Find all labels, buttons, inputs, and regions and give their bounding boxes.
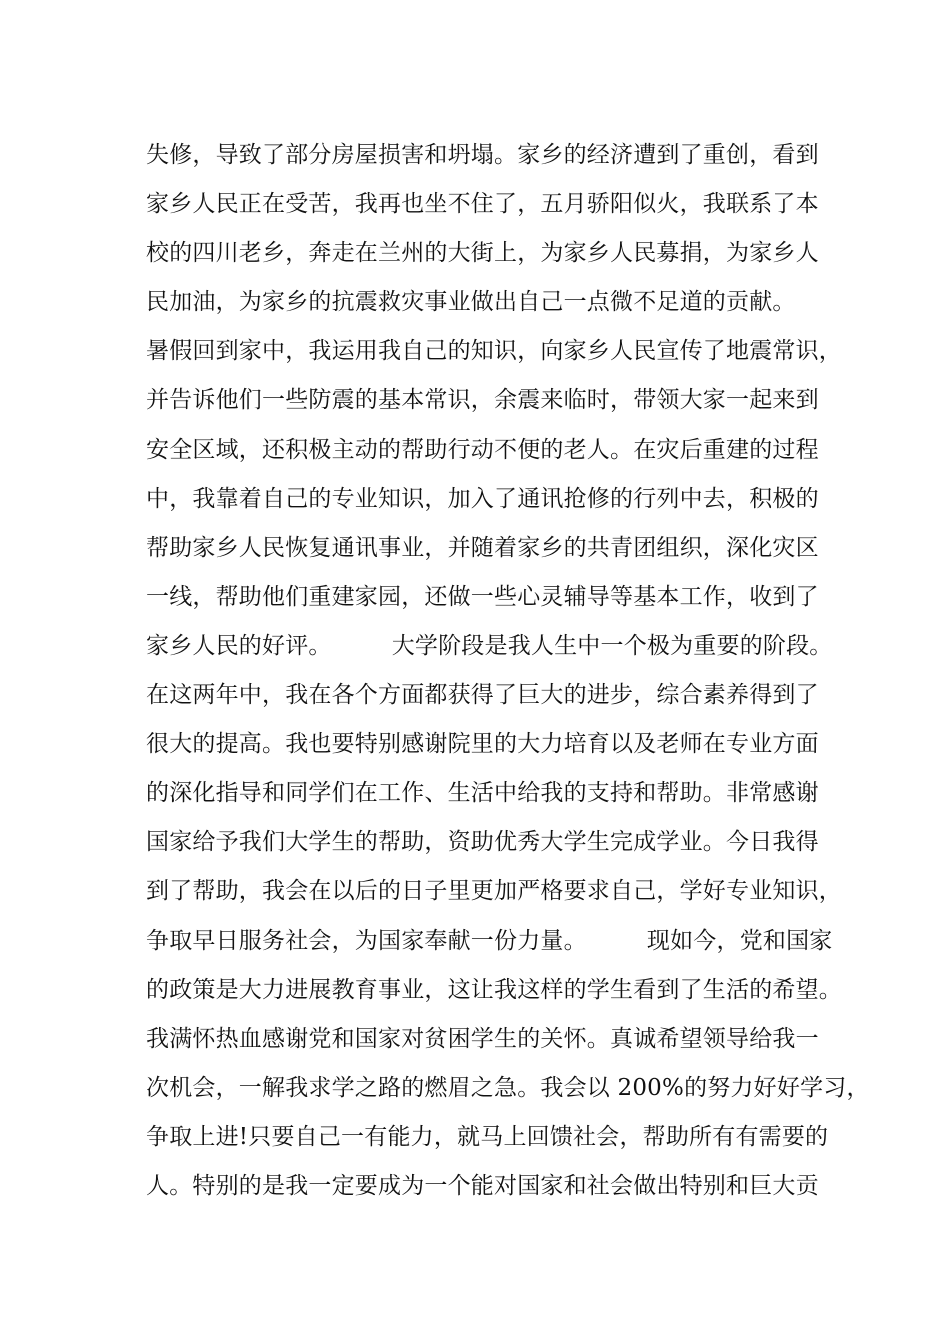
- text-line: 帮助家乡人民恢复通讯事业，并随着家乡的共青团组织，深化灾区: [146, 534, 819, 561]
- text-line: 失修，导致了部分房屋损害和坍塌。家乡的经济遭到了重创，看到: [146, 142, 819, 168]
- text-line: 到了帮助，我会在以后的日子里更加严格要求自己，学好专业知识，: [146, 878, 842, 905]
- text-line: 我满怀热血感谢党和国家对贫困学生的关怀。真诚希望领导给我一: [146, 1025, 819, 1052]
- text-line: 并告诉他们一些防震的基本常识，余震来临时，带领大家一起来到: [146, 387, 819, 414]
- text-line: 家乡人民正在受苦，我再也坐不住了，五月骄阳似火，我联系了本: [146, 191, 819, 218]
- text-line: 次机会，一解我求学之路的燃眉之急。我会以 200%的努力好好学习，: [146, 1074, 870, 1101]
- text-line: 暑假回到家中，我运用我自己的知识，向家乡人民宣传了地震常识，: [146, 338, 842, 365]
- text-line: 争取早日服务社会，为国家奉献一份力量。 现如今，党和国家: [146, 927, 833, 954]
- text-line: 一线，帮助他们重建家园，还做一些心灵辅导等基本工作，收到了: [146, 583, 819, 610]
- text-line: 校的四川老乡，奔走在兰州的大街上，为家乡人民募捐，为家乡人: [146, 240, 819, 267]
- text-line: 的深化指导和同学们在工作、生活中给我的支持和帮助。非常感谢: [146, 780, 819, 807]
- body-text: [146, 131, 870, 1211]
- text-line: 民加油，为家乡的抗震救灾事业做出自己一点微不足道的贡献。: [146, 289, 796, 316]
- text-line: 在这两年中，我在各个方面都获得了巨大的进步，综合素养得到了: [146, 682, 819, 709]
- text-line: 很大的提高。我也要特别感谢院里的大力培育以及老师在专业方面: [146, 731, 819, 758]
- text-line: 安全区域，还积极主动的帮助行动不便的老人。在灾后重建的过程: [146, 436, 819, 463]
- text-line: 家乡人民的好评。 大学阶段是我人生中一个极为重要的阶段。: [146, 632, 833, 659]
- text-line: 的政策是大力进展教育事业，这让我这样的学生看到了生活的希望。: [146, 976, 842, 1003]
- text-line: 中，我靠着自己的专业知识，加入了通讯抢修的行列中去，积极的: [146, 485, 819, 512]
- text-line: 人。特别的是我一定要成为一个能对国家和社会做出特别和巨大贡: [146, 1172, 819, 1199]
- text-line: 争取上进!只要自己一有能力，就马上回馈社会，帮助所有有需要的: [146, 1123, 829, 1150]
- text-line: 国家给予我们大学生的帮助，资助优秀大学生完成学业。今日我得: [146, 829, 819, 856]
